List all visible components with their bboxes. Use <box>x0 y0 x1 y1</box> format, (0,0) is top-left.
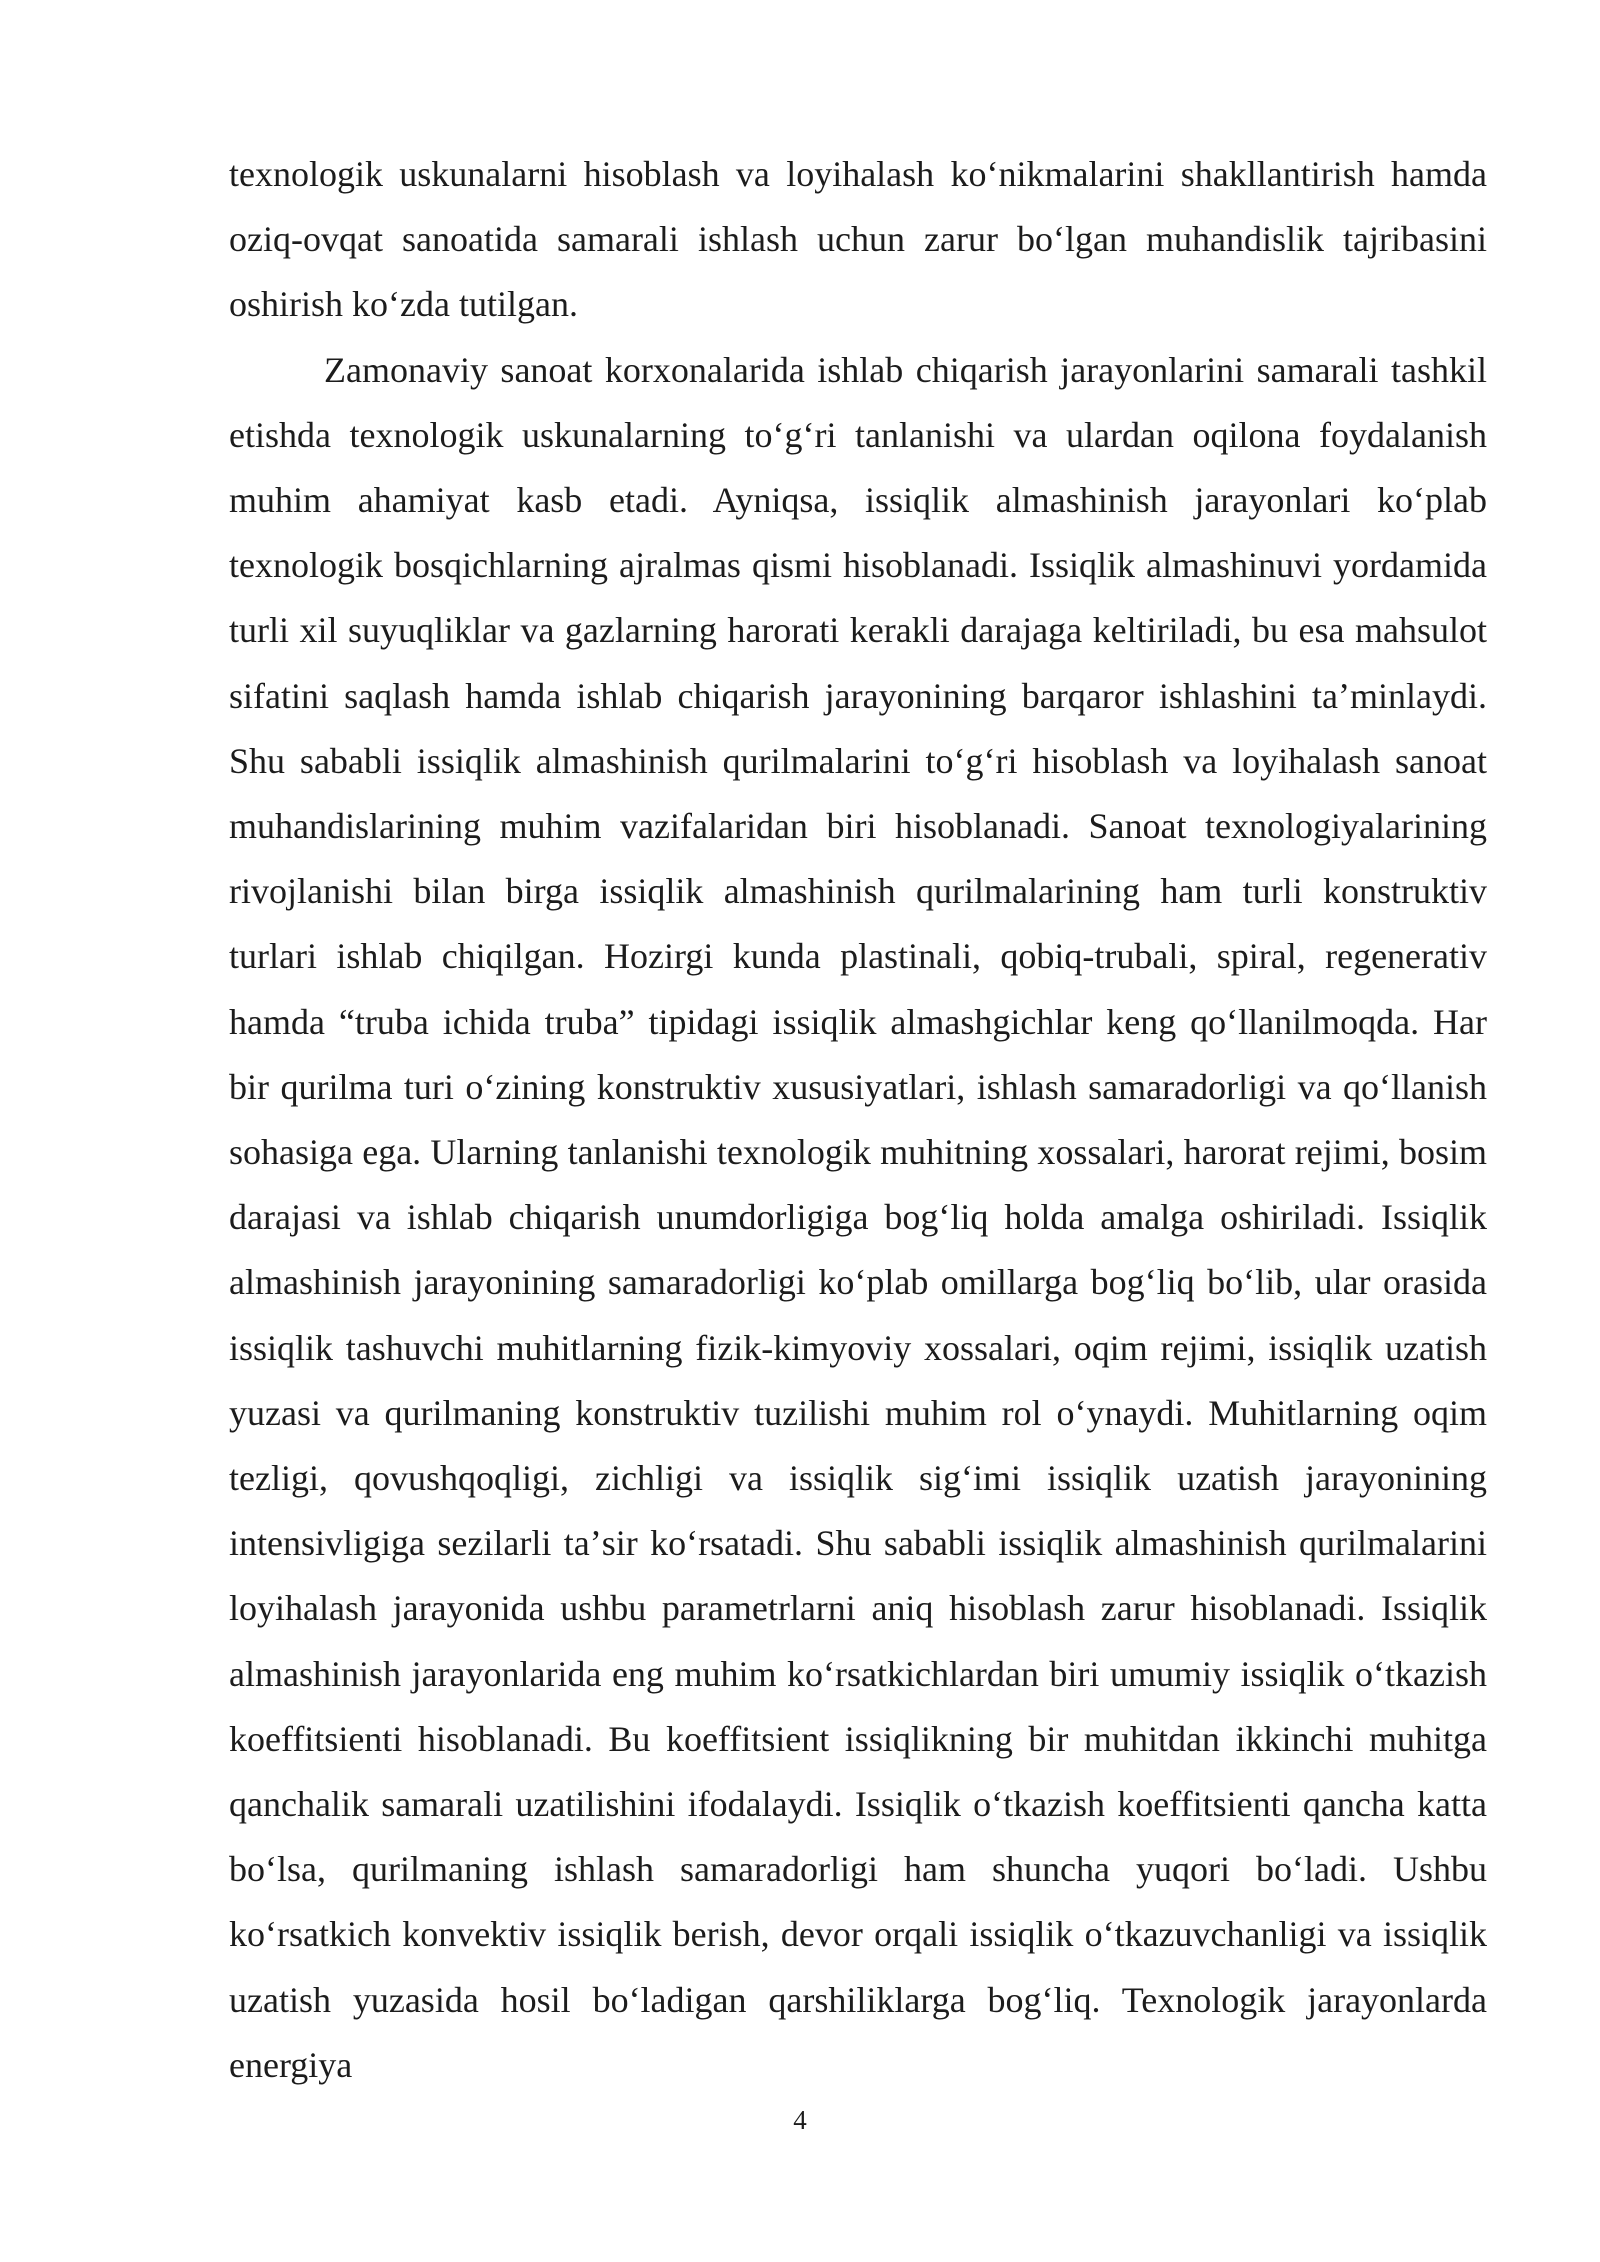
page-number: 4 <box>793 2105 807 2135</box>
paragraph-continuation: texnologik uskunalarni hisoblash va loyihalash koʻnikmalarini shakllantirish hamda oziq-ovqat sanoatida samarali ishlash uchun zarur boʻlgan muhandislik tajribasini oshirish koʻzda tutilgan. <box>229 154 1487 325</box>
body-text <box>229 142 1487 2098</box>
paragraph-main: Zamonaviy sanoat korxonalarida ishlab chiqarish jarayonlarini samarali tashkil etishda texnologik uskunalarning toʻgʻri tanlanishi va ulardan oqilona foydalanish muhim ahamiyat kasb etadi. Ayniqsa, issiqlik almashinish jarayonlari koʻplab texnologik bosqichlarning ajralmas qismi hisoblanadi. Issiqlik almashinuvi yordamida turli xil suyuqliklar va gazlarning harorati kerakli darajaga keltiriladi, bu esa mahsulot sifatini saqlash hamda ishlab chiqarish jarayonining barqaror ishlashini taʼminlaydi. Shu sababli issiqlik almashinish qurilmalarini toʻgʻri hisoblash va loyihalash sanoat muhandislarining muhim vazifalaridan biri hisoblanadi. Sanoat texnologiyalarining rivojlanishi bilan birga issiqlik almashinish qurilmalarining ham turli konstruktiv turlari ishlab chiqilgan. Hozirgi kunda plastinali, qobiq-trubali, spiral, regenerativ hamda “truba ichida truba” tipidagi issiqlik almashgichlar keng qoʻllanilmoqda. Har bir qurilma turi oʻzining konstruktiv xususiyatlari, ishlash samaradorligi va qoʻllanish sohasiga ega. Ularning tanlanishi texnologik muhitning xossalari, harorat rejimi, bosim darajasi va ishlab chiqarish unumdorligiga bogʻliq holda amalga oshiriladi. Issiqlik almashinish jarayonining samaradorligi koʻplab omillarga bogʻliq boʻlib, ular orasida issiqlik tashuvchi muhitlarning fizik-kimyoviy xossalari, oqim rejimi, issiqlik uzatish yuzasi va qurilmaning konstruktiv tuzilishi muhim rol oʻynaydi. Muhitlarning oqim tezligi, qovushqoqligi, zichligi va issiqlik sigʻimi issiqlik uzatish jarayonining intensivligiga sezilarli taʼsir koʻrsatadi. Shu sababli issiqlik almashinish qurilmalarini loyihalash jarayonida ushbu parametrlarni aniq hisoblash zarur hisoblanadi. Issiqlik almashinish jarayonlarida eng muhim koʻrsatkichlardan biri umumiy issiqlik oʻtkazish koeffitsienti hisoblanadi. Bu koeffitsient issiqlikning bir muhitdan ikkinchi muhitga qanchalik samarali uzatilishini ifodalaydi. Issiqlik oʻtkazish koeffitsienti qancha katta boʻlsa, qurilmaning ishlash samaradorligi ham shuncha yuqori boʻladi. Ushbu koʻrsatkich konvektiv issiqlik berish, devor orqali issiqlik oʻtkazuvchanligi va issiqlik uzatish yuzasida hosil boʻladigan qarshiliklarga bogʻliq. Texnologik jarayonlarda energiya <box>229 349 1487 2085</box>
